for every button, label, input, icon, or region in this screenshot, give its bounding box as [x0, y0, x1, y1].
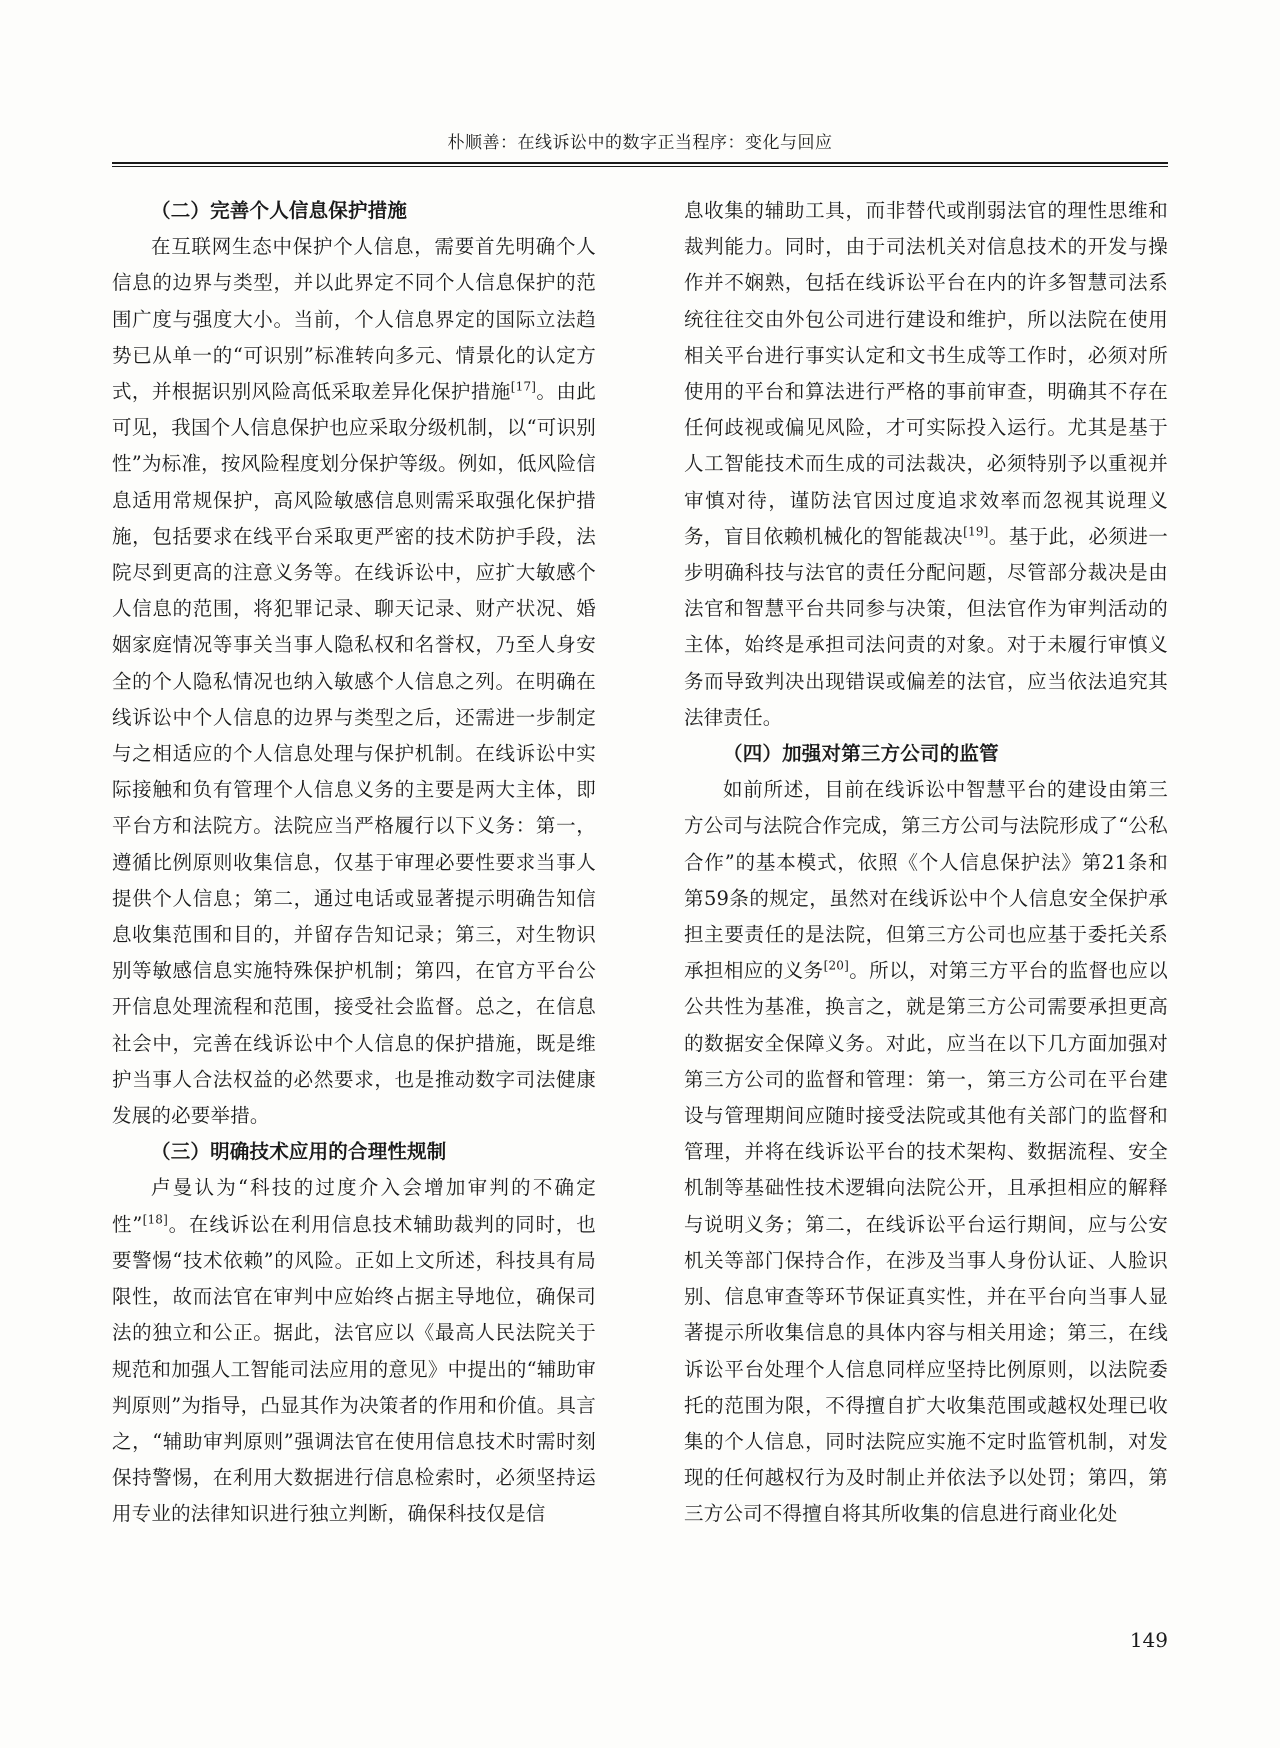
- header-rule-thick: [112, 162, 1168, 164]
- running-head: 朴顺善：在线诉讼中的数字正当程序：变化与回应: [447, 133, 833, 153]
- body-paragraph: 在互联网生态中保护个人信息，需要首先明确个人信息的边界与类型，并以此界定不同个人信息保护的范围广度与强度大小。当前，个人信息界定的国际立法趋势已从单一的“可识别”标准转向多元、情景化的认定方式，并根据识别风险高低采取差异化保护措施[17]。由此可见，我国个人信息保护也应采取分级机制，以“可识别性”为标准，按风险程度划分保护等级。例如，低风险信息适用常规保护，高风险敏感信息则需采取强化保护措施，包括要求在线平台采取更严密的技术防护手段，法院尽到更高的注意义务等。在线诉讼中，应扩大敏感个人信息的范围，将犯罪记录、聊天记录、财产状况、婚姻家庭情况等事关当事人隐私权和名誉权，乃至人身安全的个人隐私情况也纳入敏感个人信息之列。在明确在线诉讼中个人信息的边界与类型之后，还需进一步制定与之相适应的个人信息处理与保护机制。在线诉讼中实际接触和负有管理个人信息义务的主要是两大主体，即平台方和法院方。法院应当严格履行以下义务：第一，遵循比例原则收集信息，仅基于审理必要性要求当事人提供个人信息；第二，通过电话或显著提示明确告知信息收集范围和目的，并留存告知记录；第三，对生物识别等敏感信息实施特殊保护机制；第四，在官方平台公开信息处理流程和范围，接受社会监督。总之，在信息社会中，完善在线诉讼中个人信息的保护措施，既是维护当事人合法权益的必然要求，也是推动数字司法健康发展的必要举措。: [112, 235, 596, 1128]
- right-column: [684, 193, 1168, 1533]
- page-number: 149: [1129, 1628, 1168, 1652]
- body-paragraph: 卢曼认为“科技的过度介入会增加审判的不确定性”[18]。在线诉讼在利用信息技术辅助裁判的同时，也要警惕“技术依赖”的风险。正如上文所述，科技具有局限性，故而法官在审判中应始终占据主导地位，确保司法的独立和公正。据此，法官应以《最高人民法院关于规范和加强人工智能司法应用的意见》中提出的“辅助审判原则”为指导，凸显其作为决策者的作用和价值。具言之，“辅助审判原则”强调法官在使用信息技术时需时刻保持警惕，在利用大数据进行信息检索时，必须坚持运用专业的法律知识进行独立判断，确保科技仅是信: [112, 1176, 597, 1526]
- page-content: [112, 128, 1168, 1533]
- section-heading: （三）明确技术应用的合理性规制: [151, 1140, 447, 1164]
- section-heading: （二）完善个人信息保护措施: [151, 199, 408, 222]
- header-rule-thin: [112, 166, 1168, 167]
- section-heading: （四）加强对第三方公司的监管: [723, 742, 999, 766]
- body-paragraph-continued: 息收集的辅助工具，而非替代或削弱法官的理性思维和裁判能力。同时，由于司法机关对信息技术的开发与操作并不娴熟，包括在线诉讼平台在内的许多智慧司法系统往往交由外包公司进行建设和维护，所以法院在使用相关平台进行事实认定和文书生成等工作时，必须对所使用的平台和算法进行严格的事前审查，明确其不存在任何歧视或偏见风险，才可实际投入运行。尤其是基于人工智能技术而生成的司法裁决，必须特别予以重视并审慎对待，谨防法官因过度追求效率而忽视其说理义务，盲目依赖机械化的智能裁决[19]。基于此，必须进一步明确科技与法官的责任分配问题，尽管部分裁决是由法官和智慧平台共同参与决策，但法官作为审判活动的主体，始终是承担司法问责的对象。对于未履行审慎义务而导致判决出现错误或偏差的法官，应当依法追究其法律责任。: [684, 199, 1168, 729]
- left-column: [112, 193, 596, 1533]
- two-column-body: [112, 193, 1168, 1533]
- body-paragraph: 如前所述，目前在线诉讼中智慧平台的建设由第三方公司与法院合作完成，第三方公司与法院形成了“公私合作”的基本模式，依照《个人信息保护法》第21条和第59条的规定，虽然对在线诉讼中个人信息安全保护承担主要责任的是法院，但第三方公司也应基于委托关系承担相应的义务[20]。所以，对第三方平台的监督也应以公共性为基准，换言之，就是第三方公司需要承担更高的数据安全保障义务。对此，应当在以下几方面加强对第三方公司的监督和管理：第一，第三方公司在平台建设与管理期间应随时接受法院或其他有关部门的监督和管理，并将在线诉讼平台的技术架构、数据流程、安全机制等基础性技术逻辑向法院公开，且承担相应的解释与说明义务；第二，在线诉讼平台运行期间，应与公安机关等部门保持合作，在涉及当事人身份认证、人脸识别、信息审查等环节保证真实性，并在平台向当事人显著提示所收集信息的具体内容与相关用途；第三，在线诉讼平台处理个人信息同样应坚持比例原则，以法院委托的范围为限，不得擅自扩大收集范围或越权处理已收集的个人信息，同时法院应实施不定时监管机制，对发现的任何越权行为及时制止并依法予以处罚；第四，第三方公司不得擅自将其所收集的信息进行商业化处: [684, 778, 1168, 1526]
